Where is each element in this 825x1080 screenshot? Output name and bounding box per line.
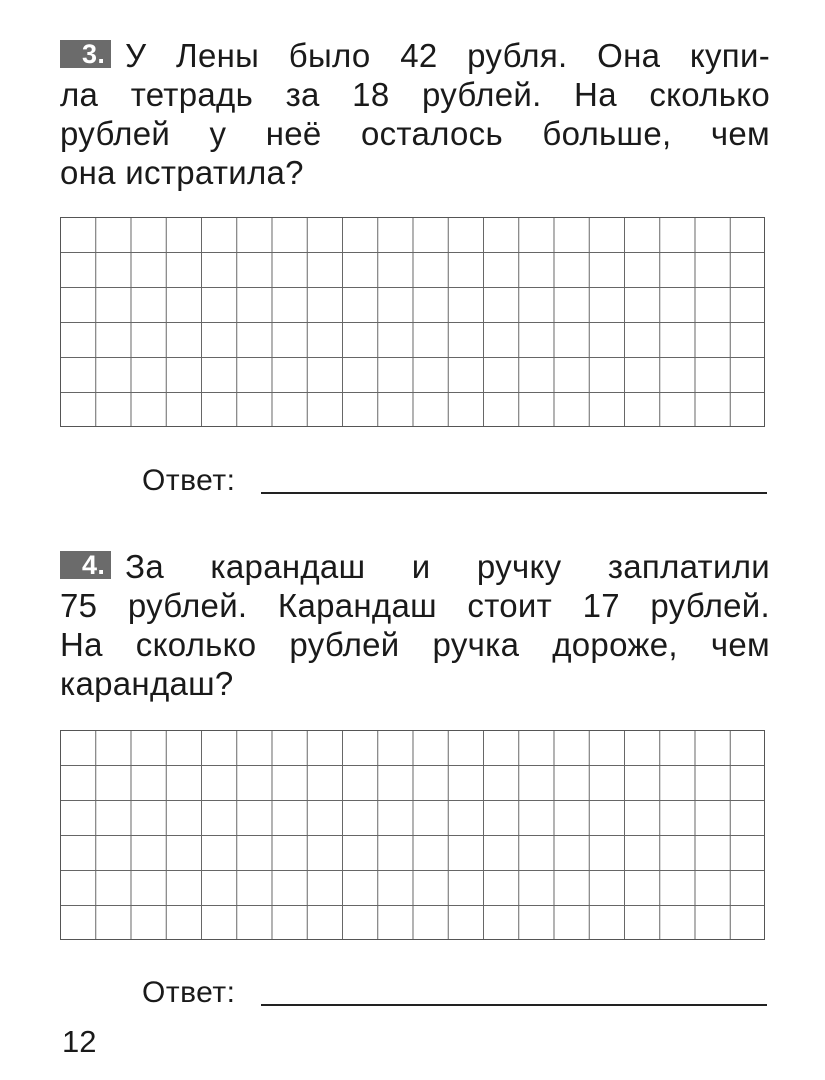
task-3-solution-grid[interactable] [60,217,765,427]
task-4-answer-line[interactable] [261,1004,767,1006]
task-3-text [60,36,770,192]
task-3-line-1: 3. У Лены было 42 рубля. Она купи- [60,36,770,75]
task-3-line-3: рублей у неё осталось больше, чем [60,115,770,152]
task-3-line-4: она истратила? [60,154,304,191]
task-4-solution-grid[interactable] [60,730,765,940]
task-4-line-4: карандаш? [60,665,234,702]
task-3-number-badge: 3. [60,40,111,68]
task-4-text [60,547,770,703]
task-4-line-2: 75 рублей. Карандаш стоит 17 рублей. [60,587,770,624]
task-4-number-badge: 4. [60,551,111,579]
task-3-answer-line[interactable] [261,492,767,494]
task-3-answer-label: Ответ: [142,464,236,497]
task-4-answer-label: Ответ: [142,976,236,1009]
task-3-line-2: ла тетрадь за 18 рублей. На сколько [60,76,770,113]
task-3-answer-row [142,460,767,496]
task-4-answer-row [142,972,767,1008]
task-4-line-1: 4. За карандаш и ручку заплатили [60,547,770,586]
page-number: 12 [62,1024,97,1059]
task-4-line-3: На сколько рублей ручка дороже, чем [60,626,770,663]
